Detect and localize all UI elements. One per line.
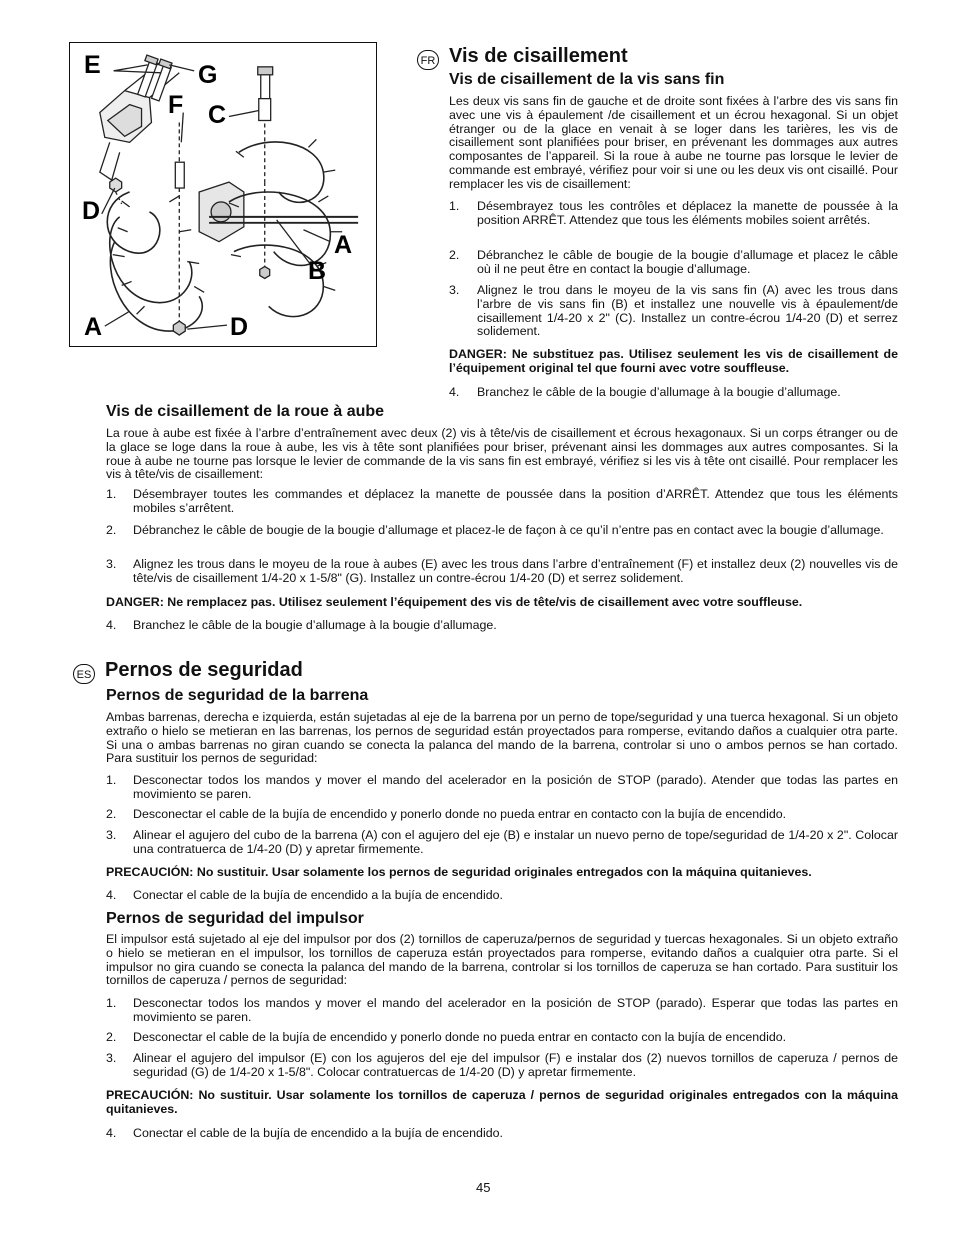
list-item: 4. Branchez le câble de la bougie d’allumage à la bougie d’allumage.	[106, 618, 497, 632]
list-item: 4. Conectar el cable de la bujía de encendido a la bujía de encendido.	[106, 888, 503, 902]
label-c: C	[208, 101, 227, 129]
subheading-es-auger: Pernos de seguridad de la barrena	[106, 687, 369, 704]
label-e: E	[84, 51, 101, 79]
list-item: 2. Desconectar el cable de la bujía de encendido y ponerlo donde no pueda entrar en contacto con la bujía de encendido.	[106, 1030, 787, 1044]
subheading-es-impeller: Pernos de seguridad del impulsor	[106, 910, 364, 927]
shear-bolt-diagram	[69, 42, 377, 347]
danger-note-fr-impeller: DANGER: Ne remplacez pas. Utilisez seulement l’équipement des vis de tête/vis de cisaillement avec votre souffleuse.	[106, 595, 803, 609]
list-item: 2. Débranchez le câble de bougie de la bougie d’allumage et placez-le de façon à ce qu’il n’entre pas en contact avec la bougie d’allumage.	[106, 523, 884, 537]
label-d-upper: D	[82, 197, 101, 225]
list-item: 4. Branchez le câble de la bougie d’allumage à la bougie d’allumage.	[449, 385, 841, 399]
page-number: 45	[476, 1180, 491, 1195]
paragraph-es-auger-intro: Ambas barrenas, derecha e izquierda, están sujetadas al eje de la barrena por un perno de tope/seguridad y una tuerca hexagonal. Si un objeto extraño o hielo se metieran en las barrenas, los pernos de seguridad están proyectados para romperse, evitando daños a cualquier otra parte. Si una o ambas barrenas no giran cuando se conecta la palanca del mando de la barrena, controlar si uno o ambos pernos se han cortado. Para sustituir los pernos de seguridad:	[106, 710, 898, 766]
language-badge-fr: FR	[417, 50, 439, 70]
paragraph-es-impeller-intro: El impulsor está sujetado al eje del impulsor por dos (2) tornillos de caperuza/pernos de seguridad y tuercas hexagonales. Si un objeto extraño o hielo se metieran en el impulsor, los tornillos de caperuza están proyectados para romperse, evitando daños a cualquier otra parte. Si el impulsor no gira cuando se conecta la palanca del mando de la barrena, controlar si los tornillos de caperuza se han cortado. Para sustituir los tornillos de caperuza / pernos de seguridad:	[106, 932, 898, 988]
list-item: 1. Désembrayez tous les contrôles et déplacez la manette de poussée à la position ARRÊT. Attendez que tous les éléments mobiles soient arrêtés.	[449, 199, 898, 227]
language-badge-es: ES	[73, 664, 95, 684]
paragraph-fr-impeller-intro: La roue à aube est fixée à l’arbre d’entraînement avec deux (2) vis à tête/vis de cisaillement et écrous hexagonaux. Si un corps étranger ou de la glace se loge dans la roue à aube, les vis à tête sont planifiées pour briser, prévenant ainsi les dommages aux autres composantes. Si la roue à aube ne tourne pas lorsque le levier de commande de la vis sans fin est embrayé, vérifiez si les vis à tête ont cisaillé. Pour remplacer les vis à tête/vis de cisaillement:	[106, 426, 898, 482]
danger-note-fr-auger: DANGER: Ne substituez pas. Utilisez seulement les vis de cisaillement de l’équipement original tel que fourni avec votre souffleuse.	[449, 347, 898, 375]
subheading-fr-impeller: Vis de cisaillement de la roue à aube	[106, 403, 385, 420]
list-item: 1. Désembrayer toutes les commandes et déplacez la manette de poussée dans la position d’ARRÊT. Attendez que tous les éléments mobiles s’arrêtent.	[106, 487, 898, 515]
label-a-right: A	[334, 231, 353, 259]
list-item: 3. Alinear el agujero del cubo de la barrena (A) con el agujero del eje (B) e instalar un nuevo perno de tope/seguridad de 1/4-20 x 2". Colocar una contratuerca de 1/4-20 (D) y apretar firmemente.	[106, 828, 898, 856]
list-item: 3. Alignez les trous dans le moyeu de la roue à aubes (E) avec les trous dans l’arbre d’entraînement (F) et installez deux (2) nouvelles vis de tête/vis de cisaillement 1/4-20 x 1-5/8" (G). Installez un contre-écrou 1/4-20 (D) et serrez solidement.	[106, 557, 898, 585]
section-title-fr: Vis de cisaillement	[449, 45, 628, 67]
label-a-left: A	[84, 313, 103, 341]
list-item: 1. Desconectar todos los mandos y mover el mando del acelerador en la posición de STOP (parado). Atender que todas las partes en movimiento se paren.	[106, 773, 898, 801]
subheading-fr-auger: Vis de cisaillement de la vis sans fin	[449, 71, 725, 88]
list-item: 4. Conectar el cable de la bujía de encendido a la bujía de encendido.	[106, 1126, 503, 1140]
list-item: 3. Alinear el agujero del impulsor (E) con los agujeros del eje del impulsor (F) e instalar dos (2) nuevos tornillos de caperuza / pernos de seguridad (G) de 1/4-20 x 1-5/8". Colocar contratuercas de 1/4-20 (D) y apretar firmemente.	[106, 1051, 898, 1079]
list-item: 2. Desconectar el cable de la bujía de encendido y ponerlo donde no pueda entrar en contacto con la bujía de encendido.	[106, 807, 787, 821]
list-item: 2. Débranchez le câble de bougie de la bougie d’allumage et placez le câble où il ne peut être en contact la bougie d’allumage.	[449, 248, 898, 276]
list-item: 3. Alignez le trou dans le moyeu de la vis sans fin (A) avec les trous dans l’arbre de vis sans fin (B) et installez une nouvelle vis à épaulement/de cisaillement 1/4-20 x 2" (C). Installez un contre-écrou 1/4-20 (D) et serrez solidement.	[449, 283, 898, 339]
label-f: F	[168, 91, 184, 119]
auger-impeller-illustration	[70, 43, 376, 346]
caution-note-es-impeller: PRECAUCIÓN: No sustituir. Usar solamente los tornillos de caperuza / pernos de seguridad originales entregados con la máquina quitanieves.	[106, 1088, 898, 1116]
caution-note-es-auger: PRECAUCIÓN: No sustituir. Usar solamente los pernos de seguridad originales entregados con la máquina quitanieves.	[106, 865, 812, 879]
label-b: B	[308, 257, 327, 285]
list-item: 1. Desconectar todos los mandos y mover el mando del acelerador en la posición de STOP (parado). Esperar que todas las partes en movimiento se paren.	[106, 996, 898, 1024]
label-d-lower: D	[230, 313, 249, 341]
label-g: G	[198, 61, 218, 89]
paragraph-fr-auger-intro: Les deux vis sans fin de gauche et de droite sont fixées à l’arbre des vis sans fin avec une vis à épaulement /de cisaillement et un écrou hexagonal. Si un objet étranger ou de la glace en venait à se loger dans les tarières, les vis de cisaillement sont planifiées pour briser, en prévenant les dommages aux autres composantes de l’appareil. Si la roue à aube ne tourne pas lorsque le levier de commande est embrayé, vérifiez pour voir si une ou les deux vis ont cisaillé. Pour remplacer les vis de cisaillement:	[449, 94, 898, 191]
section-title-es: Pernos de seguridad	[105, 659, 303, 681]
